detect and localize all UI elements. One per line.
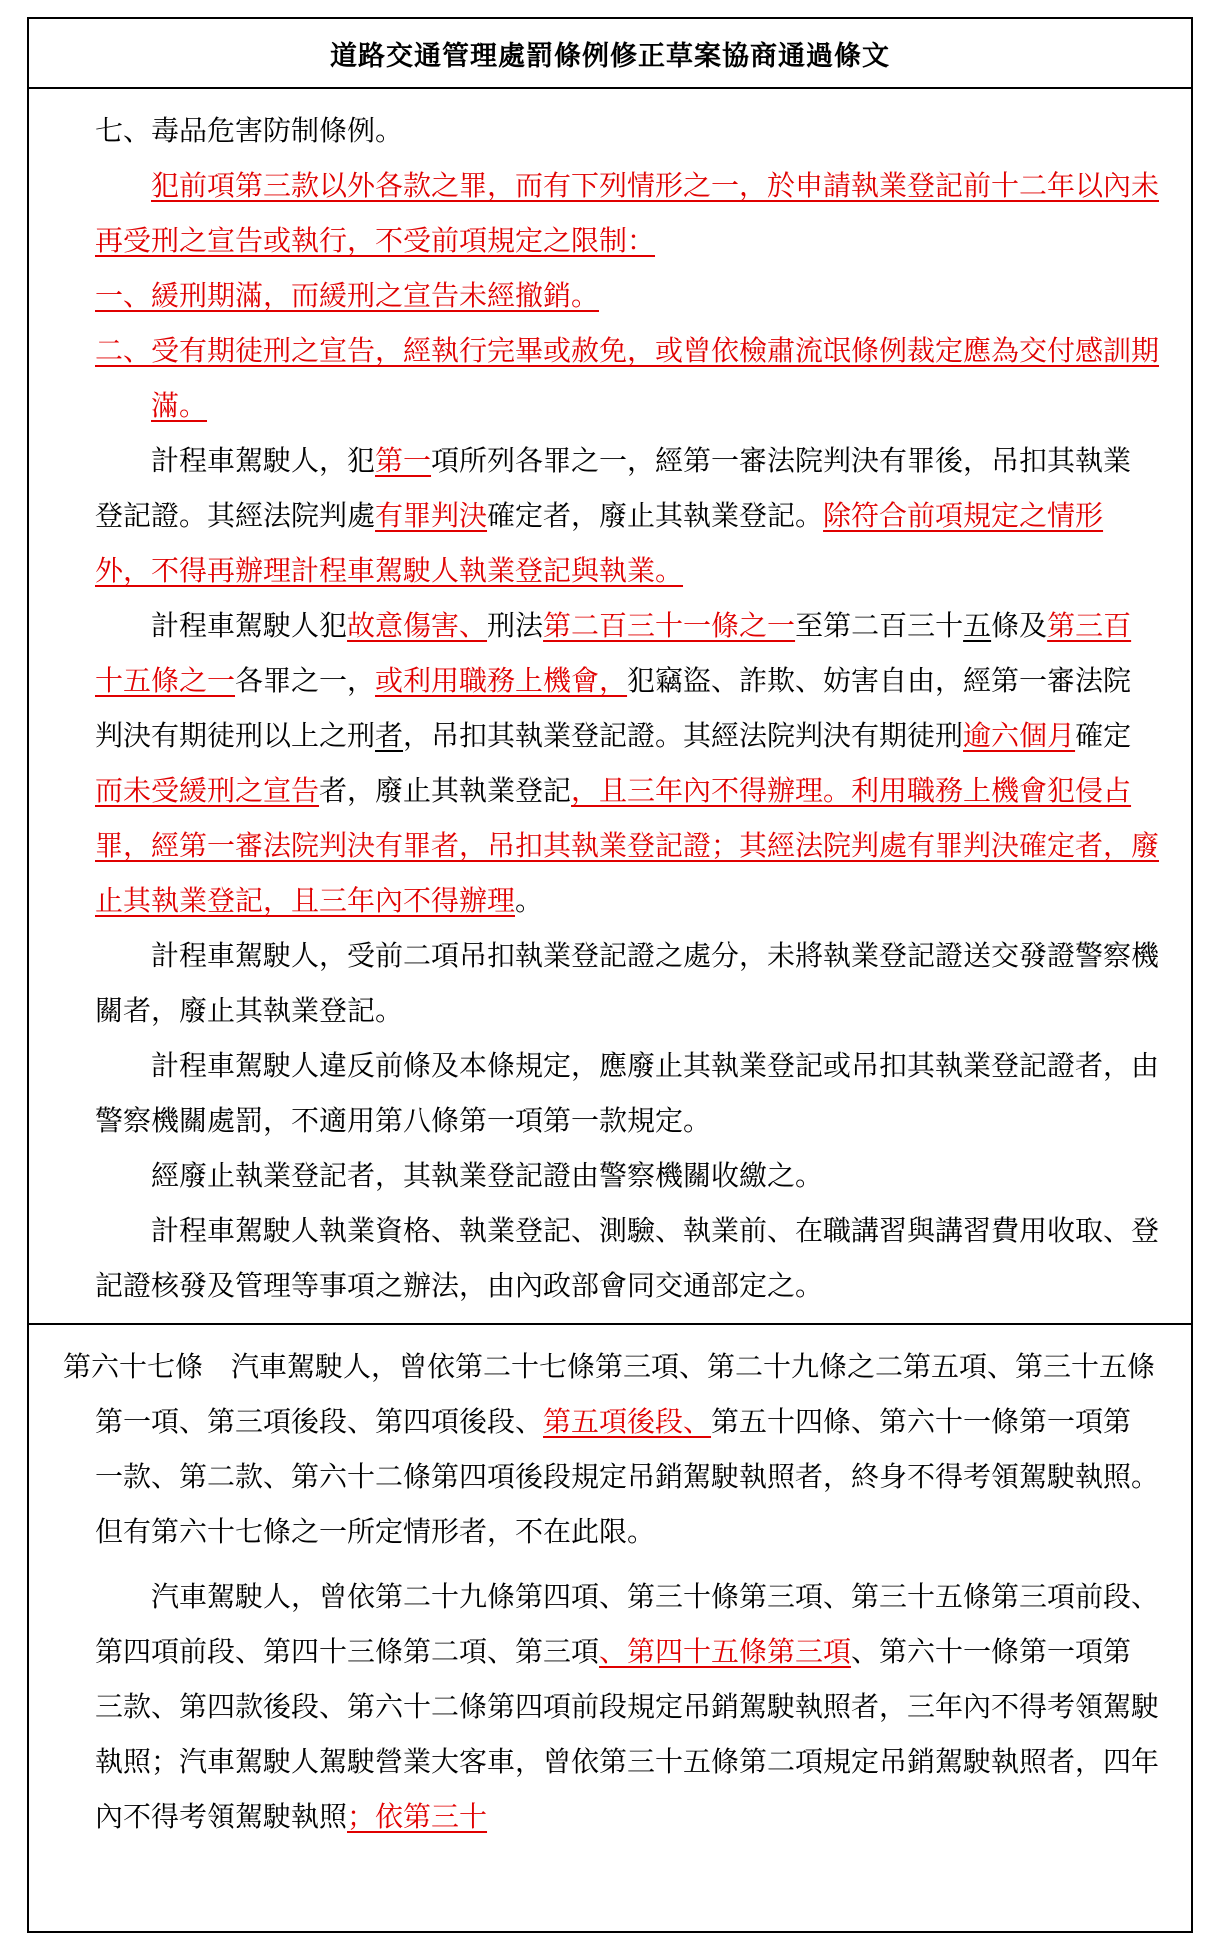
- text: 確定者，廢止其執業登記。: [487, 499, 824, 532]
- paragraph: [95, 598, 1159, 928]
- text: 確定: [1075, 719, 1132, 752]
- text: 犯竊盜、詐欺、妨害自由，經第一審法院判決有期徒刑以上之刑: [95, 664, 1132, 752]
- text: 者，廢止其執業登記: [319, 774, 572, 807]
- underlined-text: 五: [963, 609, 992, 642]
- text: 汽車駕駛人，曾依第二十九條第四項、第三十條第三項、第三十五條第三項前段、第四項前段、第四十三條第二項、第三項: [95, 1580, 1160, 1668]
- amendment-item-2: [95, 323, 1159, 433]
- article-67-paragraph-1: [63, 1339, 1159, 1559]
- amended-text: 逾六個月: [963, 719, 1076, 752]
- document-frame: [27, 17, 1193, 1933]
- text: 至第二百三十: [795, 609, 964, 642]
- paragraph: [95, 433, 1159, 598]
- text: 計程車駕駛人，犯: [151, 444, 376, 477]
- amended-text: 故意傷害、: [347, 609, 488, 642]
- underlined-text: 者: [375, 719, 404, 752]
- amended-text: 而未受緩刑之宣告: [95, 774, 320, 807]
- item-heading: 七、毒品危害防制條例。: [95, 114, 404, 147]
- amended-text: 除符合前項規定之情形外，不得再辦理計程車駕駛人執業登記與執業。: [95, 499, 1104, 587]
- text: ，吊扣其執業登記證。其經法院判決有期徒刑: [403, 719, 964, 752]
- text: 條及: [991, 609, 1048, 642]
- amended-text: 第五項後段、: [543, 1405, 712, 1438]
- amended-text: ，且三年內不得辦理。利用職務上機會犯侵占罪，經第一審法院判決有罪者，吊扣其執業登記證；其經法院判處有罪判決確定者，廢止其執業登記，且三年內不得辦理: [95, 774, 1160, 917]
- amended-text: 一、緩刑期滿，而緩刑之宣告未經撤銷。: [95, 279, 600, 312]
- amended-text: 第三百十五條之一: [95, 609, 1132, 697]
- amendment-item-1: [95, 268, 1159, 323]
- paragraph: 計程車駕駛人執業資格、執業登記、測驗、執業前、在職講習與講習費用收取、登記證核發及管理等事項之辦法，由內政部會同交通部定之。: [95, 1214, 1160, 1302]
- text: 、第六十一條第一項第三款、第四款後段、第六十二條第四項前段規定吊銷駕駛執照者，三年內不得考領駕駛執照；汽車駕駛人駕駛營業大客車，曾依第三十五條第二項規定吊銷駕駛執照者，四年內不得考領駕駛執照: [95, 1635, 1160, 1833]
- amended-text: 第二百三十一條之一: [543, 609, 796, 642]
- amended-text: ；依第三十: [347, 1800, 488, 1833]
- amendment-paragraph: [95, 158, 1159, 268]
- amended-text: 二、受有期徒刑之宣告，經執行完畢或赦免，或曾依檢肅流氓條例裁定應為交付感訓期滿。: [95, 334, 1160, 422]
- amended-text: 或利用職務上機會，: [375, 664, 628, 697]
- paragraph: 計程車駕駛人，受前二項吊扣執業登記證之處分，未將執業登記證送交發證警察機關者，廢止其執業登記。: [95, 939, 1160, 1027]
- page-title: 道路交通管理處罰條例修正草案協商通過條文: [29, 19, 1191, 89]
- article-67-paragraph-2: [95, 1569, 1159, 1844]
- text: 計程車駕駛人犯: [151, 609, 348, 642]
- text: 第五十四條、第六十一條第一項第一款、第二款、第六十二條第四項後段規定吊銷駕駛執照者，終身不得考領駕駛執照。但有第六十七條之一所定情形者，不在此限。: [95, 1405, 1160, 1548]
- text: 第六十七條 汽車駕駛人，曾依第二十七條第三項、第二十九條之二第五項、第三十五條第一項、第三項後段、第四項後段、: [63, 1350, 1156, 1438]
- article-section: [29, 89, 1191, 1325]
- amended-text: 、第四十五條第三項: [599, 1635, 852, 1668]
- article-section: [29, 1325, 1191, 1844]
- paragraph: 計程車駕駛人違反前條及本條規定，應廢止其執業登記或吊扣其執業登記證者，由警察機關處罰，不適用第八條第一項第一款規定。: [95, 1049, 1160, 1137]
- text: 刑法: [487, 609, 544, 642]
- amended-text: 第一: [375, 444, 432, 477]
- text: 項所列各罪之一，經第一審法院判決有罪後，吊扣其執業登記證。其經法院判處: [95, 444, 1132, 532]
- text: 各罪之一，: [235, 664, 376, 697]
- amended-text: 有罪判決: [375, 499, 488, 532]
- text: 。: [515, 884, 544, 917]
- amended-text: 犯前項第三款以外各款之罪，而有下列情形之一，於申請執業登記前十二年以內未再受刑之宣告或執行，不受前項規定之限制：: [95, 169, 1160, 257]
- paragraph: 經廢止執業登記者，其執業登記證由警察機關收繳之。: [151, 1159, 824, 1192]
